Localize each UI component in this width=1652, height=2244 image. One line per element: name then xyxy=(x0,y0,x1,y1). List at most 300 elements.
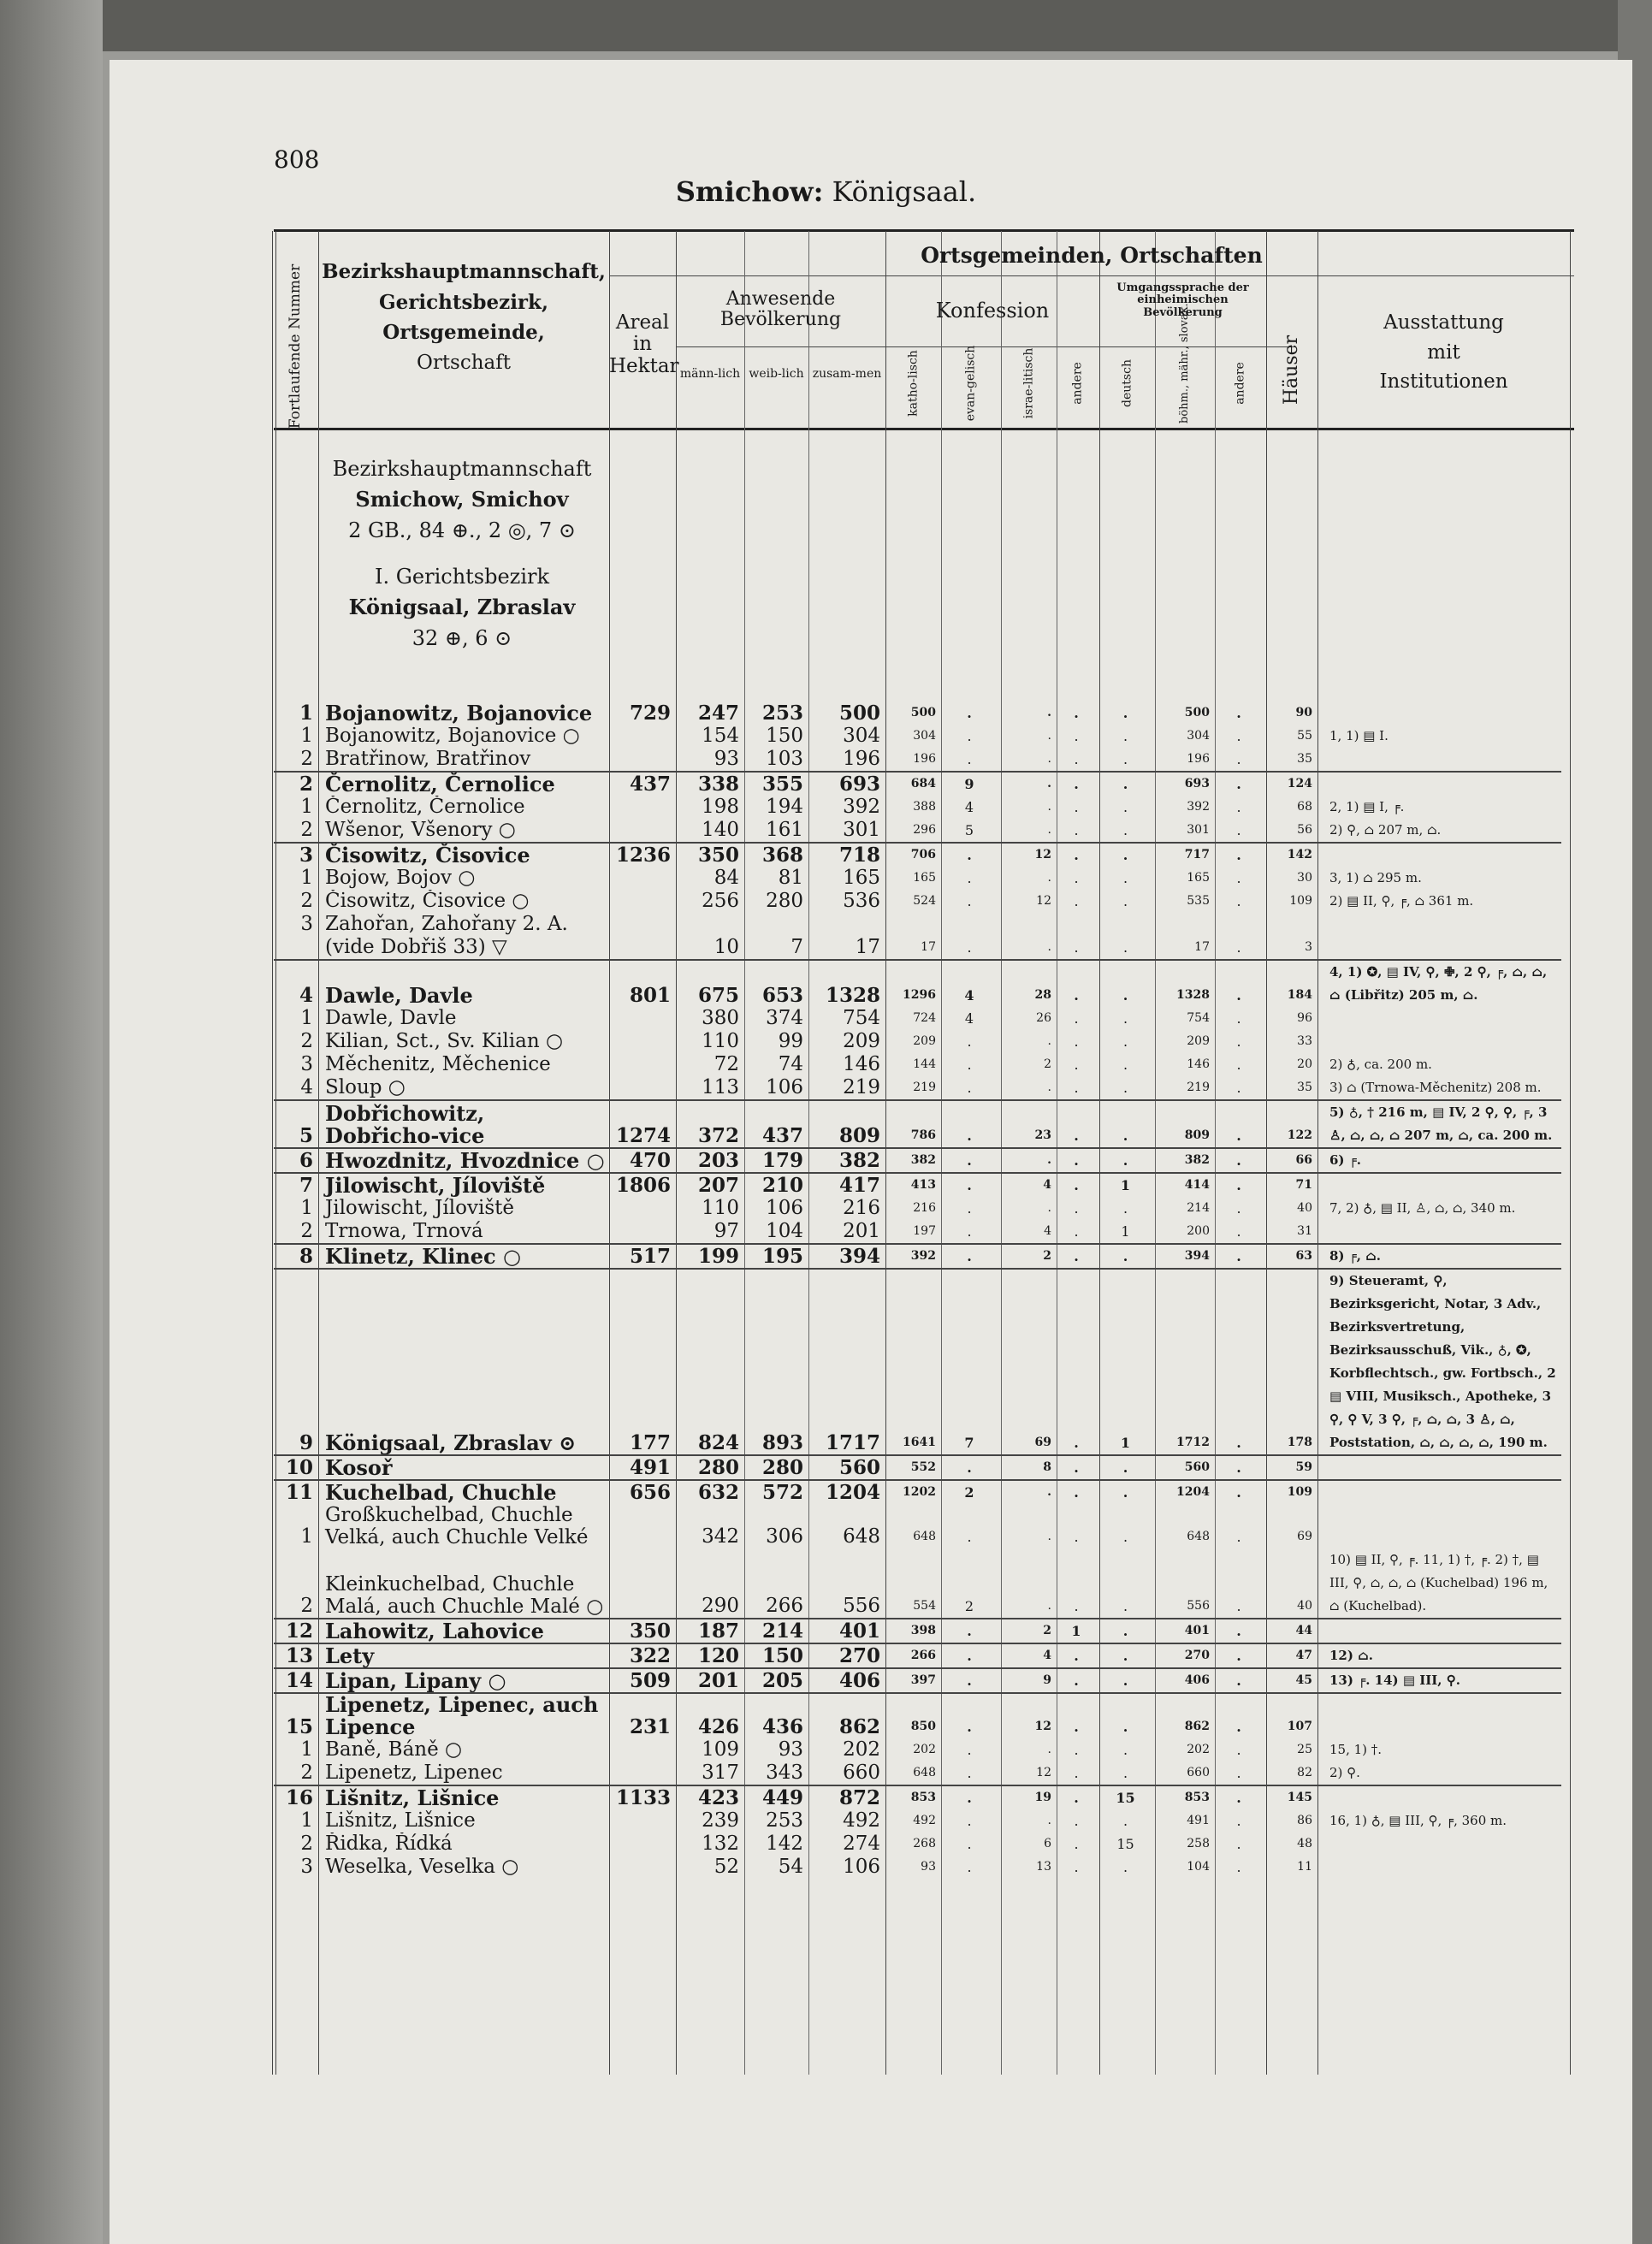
areal-value xyxy=(607,1076,674,1100)
other-language-count: . xyxy=(1213,1100,1264,1148)
evangelical-count: . xyxy=(967,1719,972,1735)
total-count: 718 xyxy=(838,844,880,867)
czech-speakers: 200 xyxy=(1153,1220,1213,1244)
place-name: Lišnitz, Lišnice xyxy=(325,1809,476,1832)
header-ausstattung-l3: Institutionen xyxy=(1379,370,1508,393)
evangelical-count: . xyxy=(939,1076,999,1100)
total-count: 754 xyxy=(843,1007,880,1029)
female-count: 7 xyxy=(743,936,807,960)
institutions-text: 7, 2) ♁, ▤ II, ♙, ⌂, ⌂, 340 m. xyxy=(1329,1200,1516,1216)
table-row xyxy=(274,1197,1561,1220)
houses-count: 59 xyxy=(1264,1455,1316,1480)
place-name: Bojow, Bojov ○ xyxy=(325,867,476,889)
male-count: 84 xyxy=(713,867,739,889)
israelite-count: . xyxy=(1047,1530,1051,1543)
czech-speakers: 660 xyxy=(1153,1761,1213,1785)
houses-count: 47 xyxy=(1264,1643,1316,1668)
header-name xyxy=(318,257,609,379)
male-count: 824 xyxy=(674,1269,743,1455)
other-religion-count: . xyxy=(1074,705,1079,721)
israelite-count: . xyxy=(1047,729,1051,743)
houses-count: 35 xyxy=(1264,748,1316,772)
female-count: 74 xyxy=(778,1053,803,1075)
scan-border-left xyxy=(0,0,103,2244)
other-language-count: . xyxy=(1236,987,1241,1004)
houses-count: 33 xyxy=(1297,1034,1312,1048)
other-religion-count: . xyxy=(1055,1076,1098,1100)
german-speakers: . xyxy=(1122,705,1128,721)
evangelical-count: . xyxy=(967,847,972,863)
israelite-count: . xyxy=(999,748,1055,772)
table-row xyxy=(274,1548,1561,1619)
institutions-text: 3) ⌂ (Trnowa-Měchenitz) 208 m. xyxy=(1316,1076,1561,1100)
row-number: 1 xyxy=(299,702,313,725)
total-count: 165 xyxy=(843,867,880,889)
other-language-count xyxy=(1213,913,1264,936)
header-bottom-rule xyxy=(274,428,1574,430)
total-count: 693 xyxy=(838,773,880,796)
israelite-count: . xyxy=(1047,777,1051,790)
czech-speakers: 1204 xyxy=(1176,1485,1210,1499)
israelite-count: 9 xyxy=(999,1668,1055,1693)
houses-count: 40 xyxy=(1297,1201,1312,1215)
areal-value xyxy=(607,1007,674,1030)
intro-bh-stats: 2 GB., 84 ⊕., 2 ◎, 7 ⊙ xyxy=(348,518,576,542)
areal-value xyxy=(607,1197,674,1220)
place-name: Čisowitz, Čisovice xyxy=(325,843,530,867)
houses-count: 20 xyxy=(1297,1057,1312,1071)
evangelical-count: . xyxy=(967,1836,972,1852)
total-count: 202 xyxy=(843,1738,880,1761)
other-religion-count: . xyxy=(1074,987,1079,1004)
german-speakers: . xyxy=(1122,987,1128,1004)
total-count: 660 xyxy=(807,1761,884,1785)
areal-value: 729 xyxy=(629,702,671,725)
areal-value: 231 xyxy=(629,1715,671,1738)
evangelical-count: . xyxy=(967,705,972,721)
female-count: 179 xyxy=(743,1148,807,1173)
table-row xyxy=(274,1148,1561,1173)
row-number: 2 xyxy=(274,1761,317,1785)
female-count: 150 xyxy=(743,1643,807,1668)
table-row xyxy=(274,1643,1561,1668)
other-religion-count: . xyxy=(1074,1836,1079,1852)
table-row xyxy=(274,1173,1561,1197)
other-language-count: . xyxy=(1213,1548,1264,1619)
total-count: 106 xyxy=(843,1856,880,1878)
male-count: 140 xyxy=(674,819,743,843)
male-count: 239 xyxy=(702,1809,739,1832)
total-count: 492 xyxy=(843,1809,880,1832)
row-number: 12 xyxy=(274,1619,317,1643)
total-count: 1328 xyxy=(825,984,880,1007)
row-number: 1 xyxy=(300,1809,313,1832)
institutions-text: 9) Steueramt, ⚲, Bezirksgericht, Notar, 3 Adv., Bezirksvertretung, Bezirksausschuß, Vik., ♁, ✪, Korbflechtsch., gw. Fortbsch., 2 ▤ VIII, Musiksch., Apotheke, 3 ⚲, ⚲ V, 3 ⚲, ╒, ⌂, ⌂, 3 ♙, ⌂, Poststation, ⌂, ⌂, ⌂, ⌂, 190 m. xyxy=(1316,1269,1561,1455)
czech-speakers: 754 xyxy=(1187,1011,1210,1025)
total-count: 1204 xyxy=(825,1481,880,1504)
male-count: 338 xyxy=(697,773,739,796)
other-language-count: . xyxy=(1236,1859,1241,1875)
catholic-count: 266 xyxy=(884,1643,939,1668)
evangelical-count: . xyxy=(967,1177,972,1193)
table-row xyxy=(274,819,1561,843)
german-speakers: 15 xyxy=(1116,1836,1134,1852)
evangelical-count: 2 xyxy=(939,1548,999,1619)
areal-value: 491 xyxy=(607,1455,674,1480)
female-count: 161 xyxy=(743,819,807,843)
institutions-text: 2, 1) ▤ I, ╒. xyxy=(1329,799,1405,814)
german-speakers: . xyxy=(1098,1643,1153,1668)
female-count: 195 xyxy=(743,1244,807,1269)
header-weiblich: weib-lich xyxy=(749,367,804,381)
evangelical-count: . xyxy=(967,1790,972,1806)
other-language-count: . xyxy=(1236,1484,1241,1501)
table-row xyxy=(274,913,1561,936)
row-number: 5 xyxy=(274,1100,317,1148)
israelite-count: 4 xyxy=(1043,1178,1051,1192)
header-evangelisch: evan-gelisch xyxy=(963,345,978,422)
israelite-count: . xyxy=(999,936,1055,960)
israelite-count: 12 xyxy=(999,1761,1055,1785)
houses-count: 55 xyxy=(1297,729,1312,743)
german-speakers: . xyxy=(1098,1100,1153,1148)
total-count: 872 xyxy=(838,1786,880,1809)
institutions-text: 2) ⚲, ⌂ 207 m, ⌂. xyxy=(1316,819,1561,843)
czech-speakers: 560 xyxy=(1153,1455,1213,1480)
place-name: Bojanowitz, Bojanovice ○ xyxy=(325,725,580,747)
row-number: 2 xyxy=(274,819,317,843)
female-count: 572 xyxy=(761,1481,803,1504)
evangelical-count: . xyxy=(967,1529,972,1545)
header-ortsgemeinden: Ortsgemeinden, Ortschaften xyxy=(921,243,1263,268)
houses-count: 69 xyxy=(1297,1530,1312,1543)
israelite-count: 4 xyxy=(999,1643,1055,1668)
catholic-count: 268 xyxy=(913,1837,936,1850)
other-religion-count: . xyxy=(1074,1529,1079,1545)
other-language-count: . xyxy=(1213,936,1264,960)
catholic-count: 554 xyxy=(884,1548,939,1619)
areal-value xyxy=(607,1053,674,1076)
institutions-text xyxy=(1316,1856,1561,1879)
female-count: 210 xyxy=(761,1174,803,1197)
other-religion-count: . xyxy=(1055,1269,1098,1455)
other-language-count: . xyxy=(1213,1668,1264,1693)
evangelical-count: . xyxy=(967,1859,972,1875)
czech-speakers: 414 xyxy=(1184,1178,1210,1192)
institutions-text: 8) ╒, ⌂. xyxy=(1316,1244,1561,1269)
total-count: 862 xyxy=(838,1715,880,1738)
czech-speakers: 717 xyxy=(1184,848,1210,861)
place-name: Großkuchelbad, Chuchle Velká, auch Chuchle Velké xyxy=(325,1504,589,1548)
israelite-count: . xyxy=(999,1148,1055,1173)
total-count: 809 xyxy=(807,1100,884,1148)
catholic-count: 1202 xyxy=(903,1485,936,1499)
male-count: 52 xyxy=(713,1856,739,1878)
evangelical-count: . xyxy=(967,1057,972,1073)
czech-speakers: 214 xyxy=(1187,1201,1210,1215)
other-language-count: . xyxy=(1236,1057,1241,1073)
header-maennlich: männ-lich xyxy=(679,367,741,381)
other-religion-count: . xyxy=(1055,1643,1098,1668)
evangelical-count: . xyxy=(967,728,972,744)
houses-count: 35 xyxy=(1264,1076,1316,1100)
german-speakers: . xyxy=(1122,1033,1128,1050)
houses-count: 107 xyxy=(1287,1720,1312,1733)
evangelical-count: 4 xyxy=(964,987,974,1004)
male-count: 110 xyxy=(702,1030,739,1052)
german-speakers: . xyxy=(1122,1742,1128,1758)
areal-value: 350 xyxy=(607,1619,674,1643)
row-number: 2 xyxy=(274,748,317,772)
evangelical-count: . xyxy=(967,1813,972,1829)
areal-value xyxy=(607,1809,674,1833)
other-language-count: . xyxy=(1236,1719,1241,1735)
female-count xyxy=(743,913,807,936)
czech-speakers: 535 xyxy=(1187,894,1210,908)
male-count: 109 xyxy=(702,1738,739,1761)
catholic-count: 724 xyxy=(913,1011,936,1025)
israelite-count: . xyxy=(1047,1814,1051,1827)
place-name: Klinetz, Klinec ○ xyxy=(317,1244,607,1269)
other-religion-count: . xyxy=(1055,819,1098,843)
catholic-count: 492 xyxy=(913,1814,936,1827)
place-name: Königsaal, Zbraslav ⊙ xyxy=(317,1269,607,1455)
institutions-text xyxy=(1316,1504,1561,1548)
other-religion-count: . xyxy=(1074,1484,1079,1501)
institutions-text xyxy=(1316,702,1561,725)
german-speakers: . xyxy=(1098,1761,1153,1785)
male-count: 256 xyxy=(702,890,739,912)
header-name-l3: Ortsgemeinde, xyxy=(382,321,545,345)
institutions-text xyxy=(1316,1785,1561,1809)
institutions-text: 10) ▤ II, ⚲, ╒. 11, 1) †, ╒. 2) †, ▤ III, ⚲, ⌂, ⌂, ⌂ (Kuchelbad) 196 m, ⌂ (Kuchelbad). xyxy=(1316,1548,1561,1619)
row-number: 2 xyxy=(274,1220,317,1244)
table-body xyxy=(274,702,1561,1879)
houses-count: 11 xyxy=(1297,1860,1312,1874)
female-count: 54 xyxy=(778,1856,803,1878)
table-row xyxy=(274,1244,1561,1269)
czech-speakers: 862 xyxy=(1184,1720,1210,1733)
german-speakers: 15 xyxy=(1116,1790,1135,1806)
german-speakers: . xyxy=(1122,1484,1128,1501)
table-row xyxy=(274,1693,1561,1738)
houses-count: 142 xyxy=(1287,848,1312,861)
israelite-count: 2 xyxy=(999,1619,1055,1643)
other-religion-count: . xyxy=(1055,1548,1098,1619)
houses-count: 3 xyxy=(1264,936,1316,960)
header-subgroup-rule xyxy=(676,346,1296,347)
evangelical-count: . xyxy=(939,1220,999,1244)
row-number: 2 xyxy=(300,1030,313,1052)
israelite-count: 26 xyxy=(1036,1011,1051,1025)
table-row xyxy=(274,772,1561,796)
female-count: 205 xyxy=(743,1668,807,1693)
other-language-count: . xyxy=(1213,748,1264,772)
areal-value xyxy=(607,725,674,748)
areal-value: 437 xyxy=(629,773,671,796)
catholic-count: 388 xyxy=(913,800,936,814)
row-number: 14 xyxy=(274,1668,317,1693)
czech-speakers: 401 xyxy=(1153,1619,1213,1643)
institutions-text xyxy=(1316,1173,1561,1197)
catholic-count: 850 xyxy=(910,1720,936,1733)
catholic-count: 93 xyxy=(921,1860,936,1874)
male-count: 350 xyxy=(697,844,739,867)
header-areal-l1: Areal xyxy=(615,311,670,334)
german-speakers: . xyxy=(1122,1813,1128,1829)
total-count: 301 xyxy=(807,819,884,843)
evangelical-count: 2 xyxy=(964,1484,974,1501)
israelite-count: 4 xyxy=(999,1220,1055,1244)
institutions-text: 1, 1) ▤ I. xyxy=(1329,728,1389,743)
row-number: 3 xyxy=(300,913,313,935)
german-speakers: . xyxy=(1122,1057,1128,1073)
female-count: 893 xyxy=(743,1269,807,1455)
institutions-text xyxy=(1316,936,1561,960)
german-speakers: . xyxy=(1122,1010,1128,1027)
areal-value: 177 xyxy=(607,1269,674,1455)
institutions-text: 13) ╒. 14) ▤ III, ⚲. xyxy=(1316,1668,1561,1693)
catholic-count: 197 xyxy=(884,1220,939,1244)
table-row xyxy=(274,1856,1561,1879)
total-count: 500 xyxy=(838,702,880,725)
czech-speakers: 406 xyxy=(1153,1668,1213,1693)
intro-block xyxy=(325,453,599,654)
row-number: 4 xyxy=(299,984,313,1007)
table-row xyxy=(274,890,1561,913)
houses-count: 66 xyxy=(1264,1148,1316,1173)
other-religion-count: . xyxy=(1055,936,1098,960)
israelite-count: . xyxy=(999,819,1055,843)
catholic-count: 853 xyxy=(910,1791,936,1804)
houses-count: 86 xyxy=(1297,1814,1312,1827)
areal-value: 1236 xyxy=(615,844,671,867)
place-name: Bratřinow, Bratřinov xyxy=(317,748,607,772)
other-religion-count: . xyxy=(1055,748,1098,772)
row-number: 1 xyxy=(300,867,313,889)
houses-count: 145 xyxy=(1287,1791,1312,1804)
institutions-text xyxy=(1316,1030,1561,1053)
catholic-count: 413 xyxy=(910,1178,936,1192)
israelite-count: 2 xyxy=(999,1244,1055,1269)
table-row xyxy=(274,1220,1561,1244)
place-name: (vide Dobřiš 33) ▽ xyxy=(317,936,607,960)
evangelical-count: . xyxy=(967,893,972,909)
other-language-count: . xyxy=(1236,1742,1241,1758)
areal-value xyxy=(607,867,674,890)
institutions-text xyxy=(1316,748,1561,772)
houses-count: 109 xyxy=(1289,894,1312,908)
german-speakers: . xyxy=(1122,893,1128,909)
czech-speakers: 693 xyxy=(1184,777,1210,790)
other-language-count: . xyxy=(1213,1148,1264,1173)
catholic-count: 1296 xyxy=(903,988,936,1002)
other-language-count: . xyxy=(1236,1010,1241,1027)
female-count: 81 xyxy=(778,867,803,889)
place-name: Měchenitz, Měchenice xyxy=(325,1053,551,1075)
male-count: 426 xyxy=(697,1715,739,1738)
evangelical-count: . xyxy=(967,870,972,886)
houses-count: 48 xyxy=(1297,1837,1312,1850)
table-row xyxy=(274,1480,1561,1504)
place-name: Kilian, Sct., Sv. Kilian ○ xyxy=(325,1030,564,1052)
row-number: 1 xyxy=(300,1007,313,1029)
german-speakers: . xyxy=(1098,1619,1153,1643)
czech-speakers: 219 xyxy=(1153,1076,1213,1100)
other-religion-count: . xyxy=(1074,847,1079,863)
total-count: 560 xyxy=(807,1455,884,1480)
israelite-count: 19 xyxy=(1034,1791,1051,1804)
evangelical-count: . xyxy=(939,1643,999,1668)
other-religion-count: . xyxy=(1074,1742,1079,1758)
other-religion-count: . xyxy=(1074,1813,1079,1829)
czech-speakers: 1712 xyxy=(1153,1269,1213,1455)
place-name: Jilowischt, Jíloviště xyxy=(325,1173,546,1197)
header-sprache-andere: andere xyxy=(1233,362,1247,405)
houses-count: 56 xyxy=(1264,819,1316,843)
areal-value xyxy=(607,796,674,819)
table-row xyxy=(274,702,1561,725)
other-language-count: . xyxy=(1236,1790,1241,1806)
institutions-text xyxy=(1316,1619,1561,1643)
catholic-count: 196 xyxy=(884,748,939,772)
israelite-count: . xyxy=(1047,706,1051,719)
czech-speakers: 270 xyxy=(1153,1643,1213,1668)
institutions-text xyxy=(1316,1455,1561,1480)
israelite-count: 28 xyxy=(1034,988,1051,1002)
german-speakers: . xyxy=(1098,1548,1153,1619)
catholic-count: 648 xyxy=(884,1761,939,1785)
israelite-count: 2 xyxy=(1044,1057,1051,1071)
table-row xyxy=(274,867,1561,890)
other-language-count: . xyxy=(1213,1269,1264,1455)
total-count: 304 xyxy=(843,725,880,747)
place-name: Kleinkuchelbad, Chuchle Malá, auch Chuchle Malé ○ xyxy=(317,1548,607,1619)
female-count: 93 xyxy=(778,1738,803,1761)
catholic-count xyxy=(884,913,939,936)
table-row xyxy=(274,748,1561,772)
other-religion-count: . xyxy=(1055,1148,1098,1173)
male-count: 290 xyxy=(674,1548,743,1619)
catholic-count: 304 xyxy=(913,729,936,743)
houses-count: 31 xyxy=(1264,1220,1316,1244)
areal-value xyxy=(607,819,674,843)
male-count: 201 xyxy=(674,1668,743,1693)
female-count: 653 xyxy=(761,984,803,1007)
row-number: 7 xyxy=(299,1174,313,1197)
female-count: 266 xyxy=(743,1548,807,1619)
houses-count: 122 xyxy=(1264,1100,1316,1148)
catholic-count: 524 xyxy=(913,894,936,908)
place-name: Čisowitz, Čisovice ○ xyxy=(325,890,530,912)
header-ausstattung-l1: Ausstattung xyxy=(1383,311,1504,334)
male-count: 632 xyxy=(697,1481,739,1504)
czech-speakers: 853 xyxy=(1184,1791,1210,1804)
table-row xyxy=(274,796,1561,819)
other-language-count: . xyxy=(1236,728,1241,744)
header-deutsch: deutsch xyxy=(1120,359,1134,407)
evangelical-count xyxy=(939,913,999,936)
catholic-count: 202 xyxy=(913,1743,936,1756)
czech-speakers: 17 xyxy=(1153,936,1213,960)
row-number: 1 xyxy=(300,796,313,818)
catholic-count: 398 xyxy=(884,1619,939,1643)
total-count: 556 xyxy=(807,1548,884,1619)
houses-count: 68 xyxy=(1297,800,1312,814)
scan-border-top xyxy=(0,0,1652,51)
male-count: 207 xyxy=(697,1174,739,1197)
catholic-count: 786 xyxy=(884,1100,939,1148)
